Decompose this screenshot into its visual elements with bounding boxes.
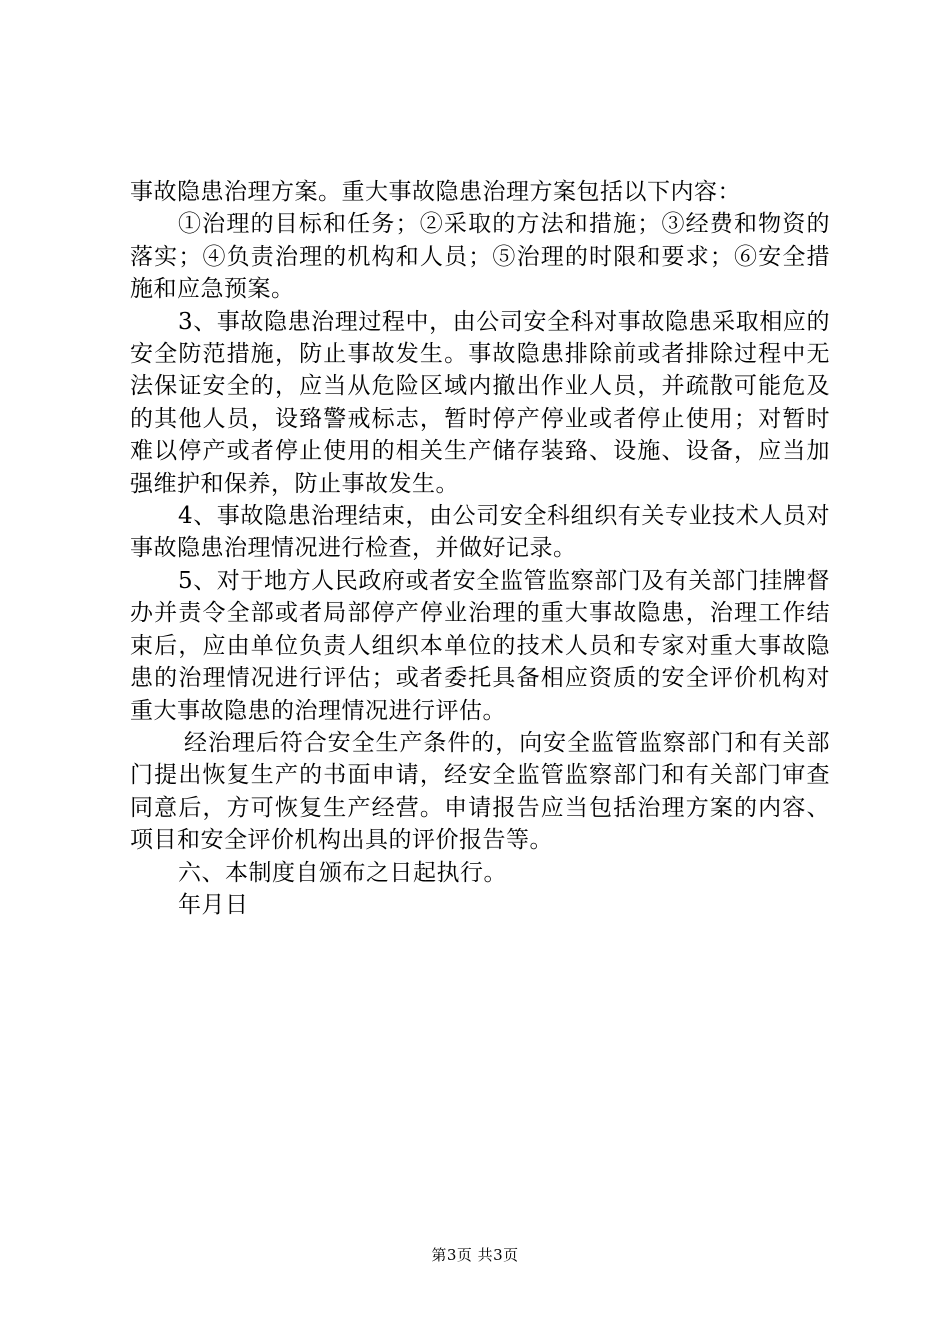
- page-number-footer: 第3页 共3页: [431, 1246, 519, 1264]
- paragraph-date-line: 年月日: [178, 891, 249, 918]
- paragraph-plan-contents: ①治理的目标和任务；②采取的方法和措施；③经费和物资的落实；④负责治理的机构和人员；⑤治理的时限和要求；⑥安全措施和应急预案。: [130, 211, 830, 303]
- paragraph-item-3: 3、事故隐患治理过程中，由公司安全科对事故隐患采取相应的安全防范措施，防止事故发生。事故隐患排除前或者排除过程中无法保证安全的，应当从危险区域内撤出作业人员，并疏散可能危及的其他人员，设臵警戒标志，暂时停产停业或者停止使用；对暂时难以停产或者停止使用的相关生产储存装臵、设施、设备，应当加强维护和保养，防止事故发生。: [130, 308, 830, 497]
- paragraph-item-5: 5、对于地方人民政府或者安全监管监察部门及有关部门挂牌督办并责令全部或者局部停产停业治理的重大事故隐患，治理工作结束后，应由单位负责人组织本单位的技术人员和专家对重大事故隐患的治理情况进行评估；或者委托具备相应资质的安全评价机构对重大事故隐患的治理情况进行评估。: [130, 567, 830, 724]
- paragraph-resume-production: 经治理后符合安全生产条件的，向安全监管监察部门和有关部门提出恢复生产的书面申请，经安全监管监察部门和有关部门审查同意后，方可恢复生产经营。申请报告应当包括治理方案的内容、项目和安全评价机构出具的评价报告等。: [130, 729, 830, 854]
- paragraph-item-4: 4、事故隐患治理结束，由公司安全科组织有关专业技术人员对事故隐患治理情况进行检查，并做好记录。: [130, 503, 830, 562]
- paragraph-effective-clause: 六、本制度自颁布之日起执行。: [178, 859, 507, 886]
- paragraph-plan-intro: 事故隐患治理方案。重大事故隐患治理方案包括以下内容：: [130, 179, 741, 205]
- document-body: [130, 176, 830, 921]
